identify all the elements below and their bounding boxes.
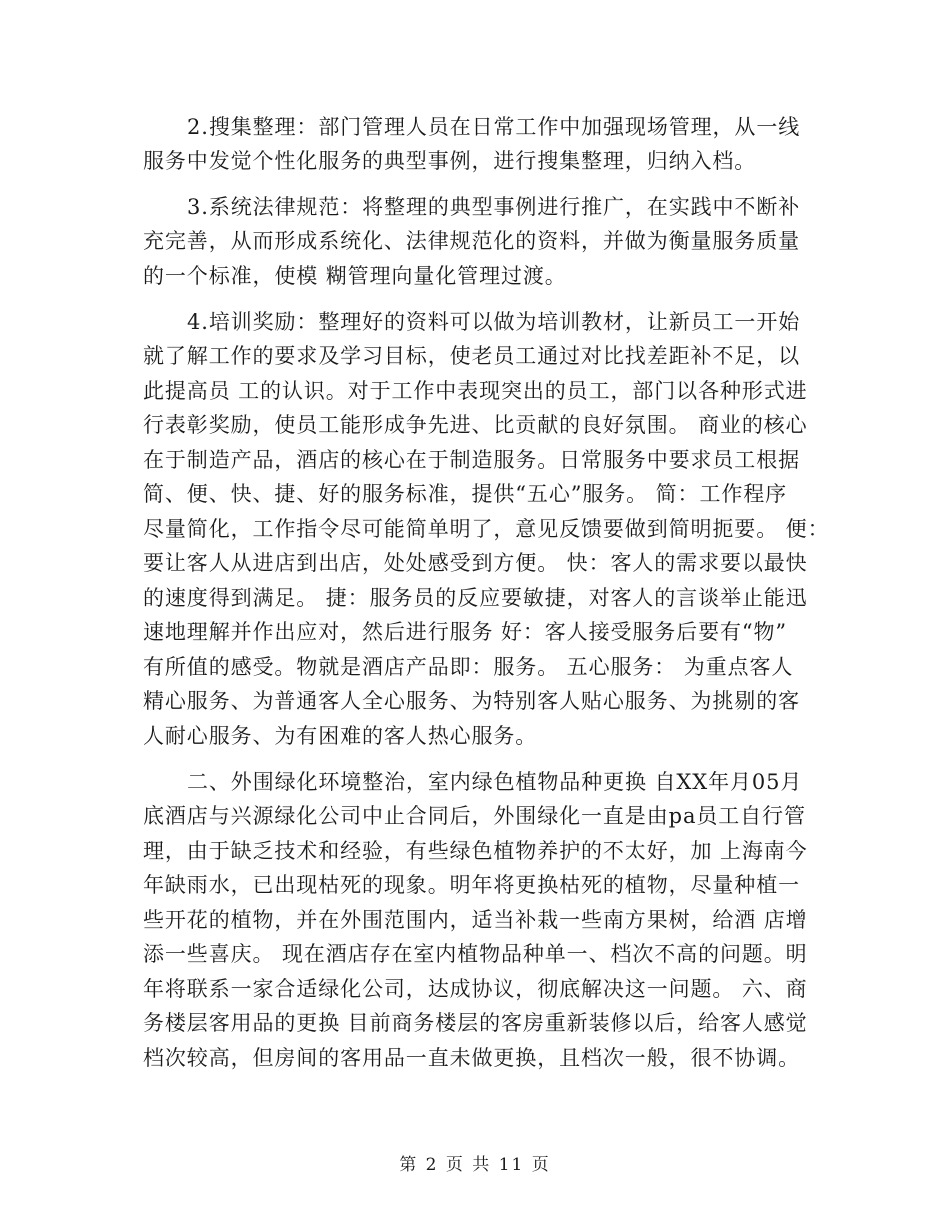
text-line: 些开花的植物，并在外围范围内，适当补栽一些南方果树，给酒 店增 [143, 908, 808, 932]
text-line: 行表彰奖励，使员工能形成争先进、比贡献的良好氛围。 商业的核心 [143, 413, 808, 437]
text-line: 此提高员 工的认识。对于工作中表现突出的员工，部门以各种形式进 [143, 379, 808, 403]
text-line: 档次较高，但房间的客用品一直未做更换，且档次一般，很不协调。 [143, 1046, 800, 1070]
text-line: 2.搜集整理：部门管理人员在日常工作中加强现场管理，从一线 [187, 115, 801, 139]
text-line: 精心服务、为普通客人全心服务、为特别客人贴心服务、为挑剔的客 [143, 689, 800, 713]
text-line: 就了解工作的要求及学习目标，使老员工通过对比找差距补不足，以 [143, 344, 800, 368]
text-line: 3.系统法律规范：将整理的典型事例进行推广，在实践中不断补 [187, 195, 801, 219]
text-line: 在于制造产品，酒店的核心在于制造服务。日常服务中要求员工根据 [143, 448, 800, 472]
text-line: 添一些喜庆。 现在酒店存在室内植物品种单一、档次不高的问题。明 [143, 942, 808, 966]
text-line: 充完善，从而形成系统化、法律规范化的资料，并做为衡量服务质量 [143, 229, 800, 253]
text-line: 务楼层客用品的更换 目前商务楼层的客房重新装修以后，给客人感觉 [143, 1011, 808, 1035]
text-line: 人耐心服务、为有困难的客人热心服务。 [143, 724, 538, 748]
text-line: 的一个标准，使模 糊管理向量化管理过渡。 [143, 264, 567, 288]
text-line: 简、便、快、捷、好的服务标准，提供“五心”服务。 简：工作程序 [143, 482, 788, 506]
text-line: 有所值的感受。物就是酒店产品即：服务。 五心服务： 为重点客人 [143, 655, 794, 679]
text-line: 尽量简化，工作指令尽可能简单明了，意见反馈要做到简明扼要。 便： [143, 517, 830, 541]
text-line: 年将联系一家合适绿化公司，达成协议，彻底解决这一问题。 六、商 [143, 977, 808, 1001]
page-number-footer: 第 2 页 共 11 页 [399, 1155, 551, 1175]
text-line: 底酒店与兴源绿化公司中止合同后，外围绿化一直是由pa员工自行管 [143, 804, 806, 828]
text-line: 要让客人从进店到出店，处处感受到方便。 快：客人的需求要以最快 [143, 551, 808, 575]
text-line: 理，由于缺乏技术和经验，有些绿色植物养护的不太好，加 上海南今 [143, 839, 808, 863]
text-line: 服务中发觉个性化服务的典型事例，进行搜集整理，归纳入档。 [143, 149, 757, 173]
text-line: 4.培训奖励：整理好的资料可以做为培训教材，让新员工一开始 [187, 310, 801, 334]
text-line: 速地理解并作出应对，然后进行服务 好：客人接受服务后要有“物” [143, 620, 788, 644]
text-line: 的速度得到满足。 捷：服务员的反应要敏捷，对客人的言谈举止能迅 [143, 586, 808, 610]
text-line: 二、外围绿化环境整治，室内绿色植物品种更换 自XX年月05月 [187, 770, 803, 794]
text-line: 年缺雨水，已出现枯死的现象。明年将更换枯死的植物，尽量种植一 [143, 873, 800, 897]
